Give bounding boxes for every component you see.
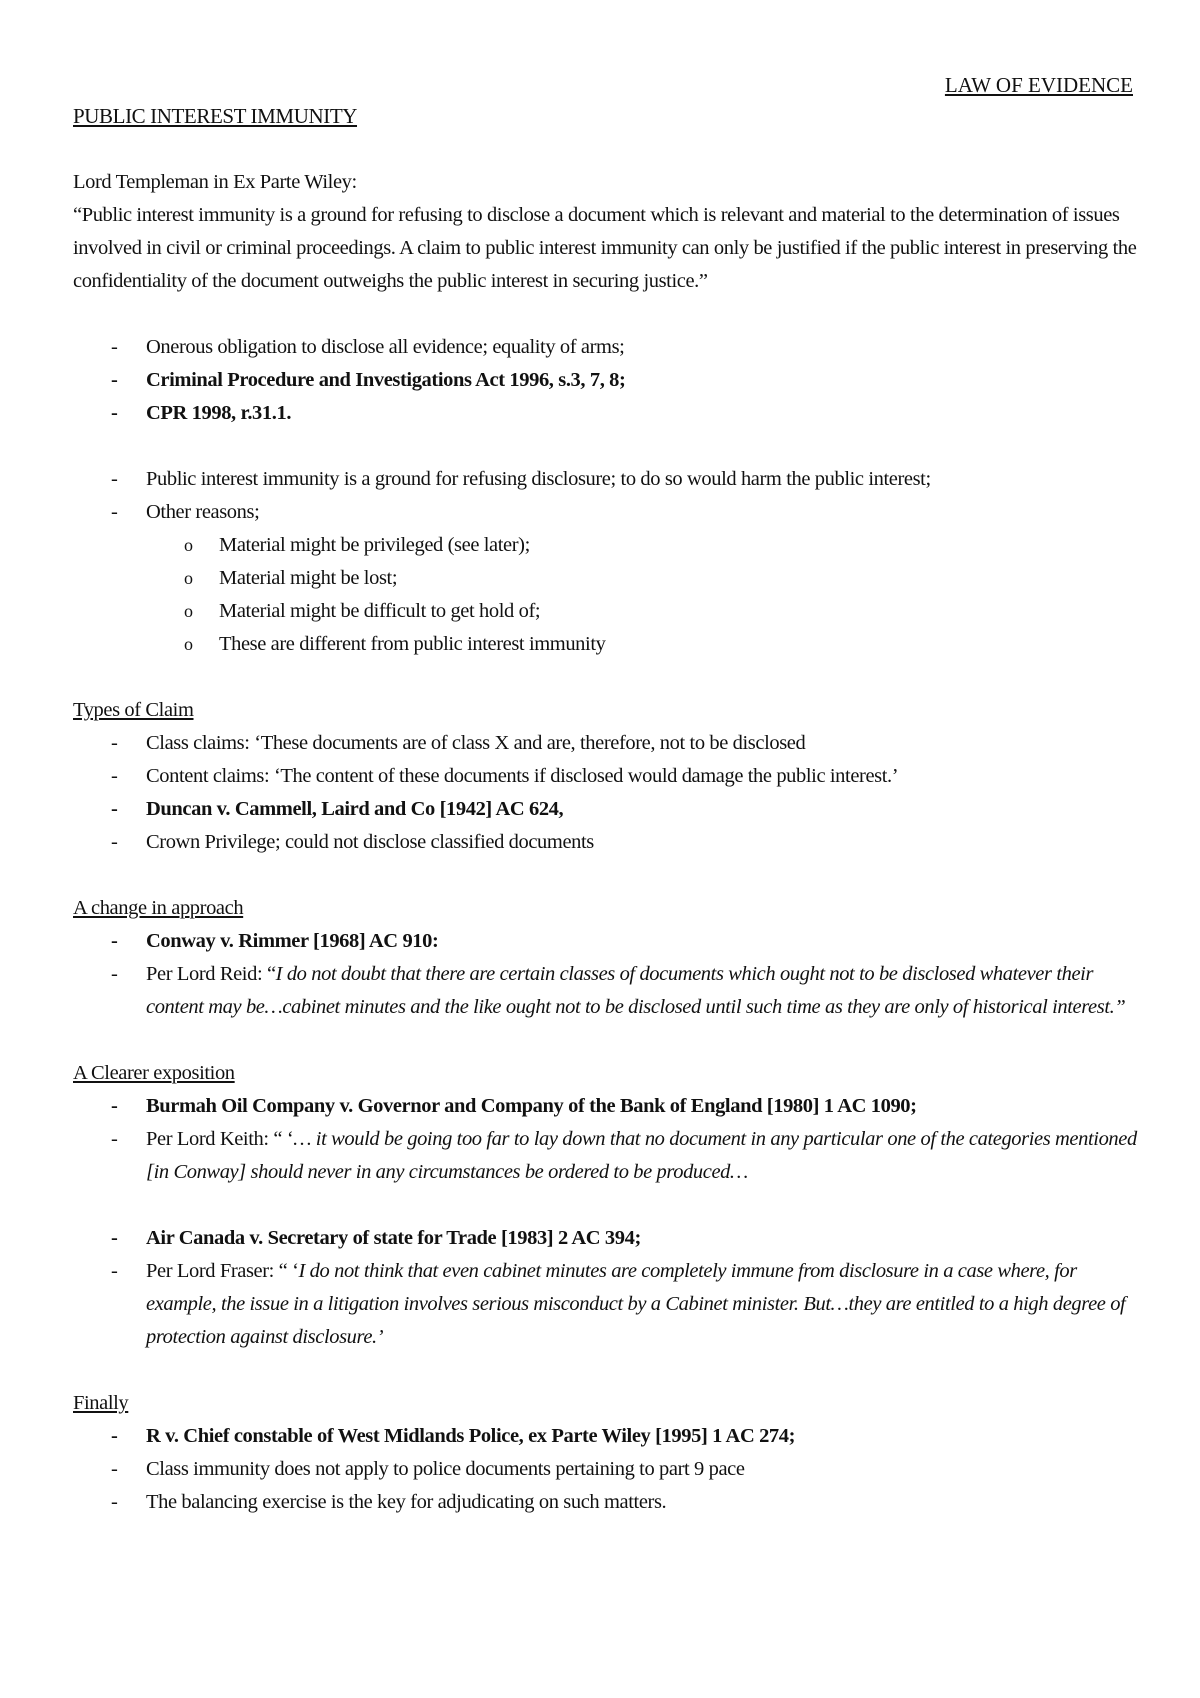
sublist-item — [73, 562, 1143, 595]
sublist-item — [73, 628, 1143, 661]
quote-prefix: Per Lord Keith: “ ‘ — [146, 1128, 294, 1150]
clearer-list-a — [73, 1090, 1143, 1189]
dash-bullet: - — [111, 336, 118, 358]
list-item — [73, 1255, 1143, 1354]
spacer — [73, 430, 1143, 463]
types-list — [73, 727, 1143, 859]
dash-bullet: - — [111, 1491, 118, 1513]
list-item — [73, 793, 1143, 826]
section-heading-types: Types of Claim — [73, 699, 194, 721]
list-item-text: Class immunity does not apply to police documents pertaining to part 9 pace — [146, 1458, 745, 1480]
list-item — [73, 826, 1143, 859]
list-item-text: The balancing exercise is the key for adjudicating on such matters. — [146, 1491, 667, 1513]
list-item — [73, 1453, 1143, 1486]
dash-bullet: - — [111, 1425, 118, 1447]
case-citation: Air Canada v. Secretary of state for Trade [1983] 2 AC 394; — [146, 1227, 641, 1249]
dash-bullet: - — [111, 1227, 118, 1249]
spacer — [73, 1354, 1143, 1387]
grounds-list — [73, 463, 1143, 529]
document-header-label: LAW OF EVIDENCE — [944, 73, 1133, 97]
list-item-text: Criminal Procedure and Investigations Act 1996, s.3, 7, 8; — [146, 369, 626, 391]
dash-bullet: - — [111, 798, 118, 820]
list-item-text: Content claims: ‘The content of these documents if disclosed would damage the public interest.’ — [146, 765, 899, 787]
sublist-item-text: Material might be lost; — [219, 567, 398, 589]
circle-bullet: o — [184, 601, 193, 621]
dash-bullet: - — [111, 1128, 118, 1150]
list-item — [73, 760, 1143, 793]
dash-bullet: - — [111, 369, 118, 391]
dash-bullet: - — [111, 1095, 118, 1117]
other-reasons-sublist — [73, 529, 1143, 661]
document-body — [73, 100, 1143, 1519]
case-citation: Conway v. Rimmer [1968] AC 910: — [146, 930, 439, 952]
spacer — [73, 298, 1143, 331]
quote-prefix: Per Lord Fraser: “ ‘ — [146, 1260, 299, 1282]
dash-bullet: - — [111, 501, 118, 523]
obligation-list — [73, 331, 1143, 430]
spacer — [73, 1024, 1143, 1057]
intro-quote: “Public interest immunity is a ground for refusing to disclose a document which is relevant and material to the determination of issues involved in civil or criminal proceedings. A claim to public interest immunity can only be justified if the public interest in preserving the confidentiality of the document outweighs the public interest in securing justice.” — [73, 204, 1137, 292]
judicial-quote: I do not doubt that there are certain classes of documents which ought not to be disclosed whatever their content may be…cabinet minutes and the like ought not to be disclosed until such time as they are only of historical interest.” — [146, 963, 1126, 1018]
list-item — [73, 331, 1143, 364]
section-heading-change: A change in approach — [73, 897, 244, 919]
clearer-list-b — [73, 1222, 1143, 1354]
quote-attribution: Lord Templeman in Ex Parte Wiley: — [73, 171, 357, 193]
list-item — [73, 1222, 1143, 1255]
section-heading-clearer: A Clearer exposition — [73, 1062, 235, 1084]
list-item-text: Class claims: ‘These documents are of class X and are, therefore, not to be disclosed — [146, 732, 806, 754]
case-citation: Duncan v. Cammell, Laird and Co [1942] AC 624, — [146, 798, 564, 820]
dash-bullet: - — [111, 1458, 118, 1480]
spacer — [73, 859, 1143, 892]
spacer — [73, 133, 1143, 166]
list-item — [73, 496, 1143, 529]
list-item-text: Public interest immunity is a ground for refusing disclosure; to do so would harm the public interest; — [146, 468, 931, 490]
sublist-item-text: Material might be difficult to get hold of; — [219, 600, 541, 622]
dash-bullet: - — [111, 402, 118, 424]
list-item-text: Onerous obligation to disclose all evidence; equality of arms; — [146, 336, 625, 358]
judicial-quote: … it would be going too far to lay down that no document in any particular one of the categories mentioned [in Conway] should never in any circumstances be ordered to be produced… — [146, 1128, 1137, 1183]
spacer — [73, 1189, 1143, 1222]
list-item-text: CPR 1998, r.31.1. — [146, 402, 292, 424]
list-item — [73, 1090, 1143, 1123]
list-item — [73, 1420, 1143, 1453]
dash-bullet: - — [111, 930, 118, 952]
sublist-item — [73, 595, 1143, 628]
list-item-text: Other reasons; — [146, 501, 260, 523]
circle-bullet: o — [184, 634, 193, 654]
finally-list — [73, 1420, 1143, 1519]
spacer — [73, 661, 1143, 694]
sublist-item-text: Material might be privileged (see later); — [219, 534, 530, 556]
dash-bullet: - — [111, 963, 118, 985]
dash-bullet: - — [111, 1260, 118, 1282]
list-item — [73, 397, 1143, 430]
quote-prefix: Per Lord Reid: “ — [146, 963, 276, 985]
dash-bullet: - — [111, 765, 118, 787]
list-item — [73, 463, 1143, 496]
circle-bullet: o — [184, 535, 193, 555]
list-item — [73, 364, 1143, 397]
list-item — [73, 727, 1143, 760]
list-item — [73, 1486, 1143, 1519]
list-item-text: Crown Privilege; could not disclose classified documents — [146, 831, 594, 853]
dash-bullet: - — [111, 732, 118, 754]
circle-bullet: o — [184, 568, 193, 588]
document-title: PUBLIC INTEREST IMMUNITY — [73, 104, 358, 128]
list-item — [73, 958, 1143, 1024]
sublist-item-text: These are different from public interest immunity — [219, 633, 606, 655]
section-heading-finally: Finally — [73, 1392, 129, 1414]
sublist-item — [73, 529, 1143, 562]
dash-bullet: - — [111, 831, 118, 853]
change-list — [73, 925, 1143, 1024]
case-citation: R v. Chief constable of West Midlands Police, ex Parte Wiley [1995] 1 AC 274; — [146, 1425, 796, 1447]
list-item — [73, 1123, 1143, 1189]
judicial-quote: I do not think that even cabinet minutes are completely immune from disclosure in a case where, for example, the issue in a litigation involves serious misconduct by a Cabinet minister. But…they are entitled to a high degree of protection against disclosure.’ — [146, 1260, 1126, 1348]
dash-bullet: - — [111, 468, 118, 490]
list-item — [73, 925, 1143, 958]
case-citation: Burmah Oil Company v. Governor and Company of the Bank of England [1980] 1 AC 1090; — [146, 1095, 917, 1117]
